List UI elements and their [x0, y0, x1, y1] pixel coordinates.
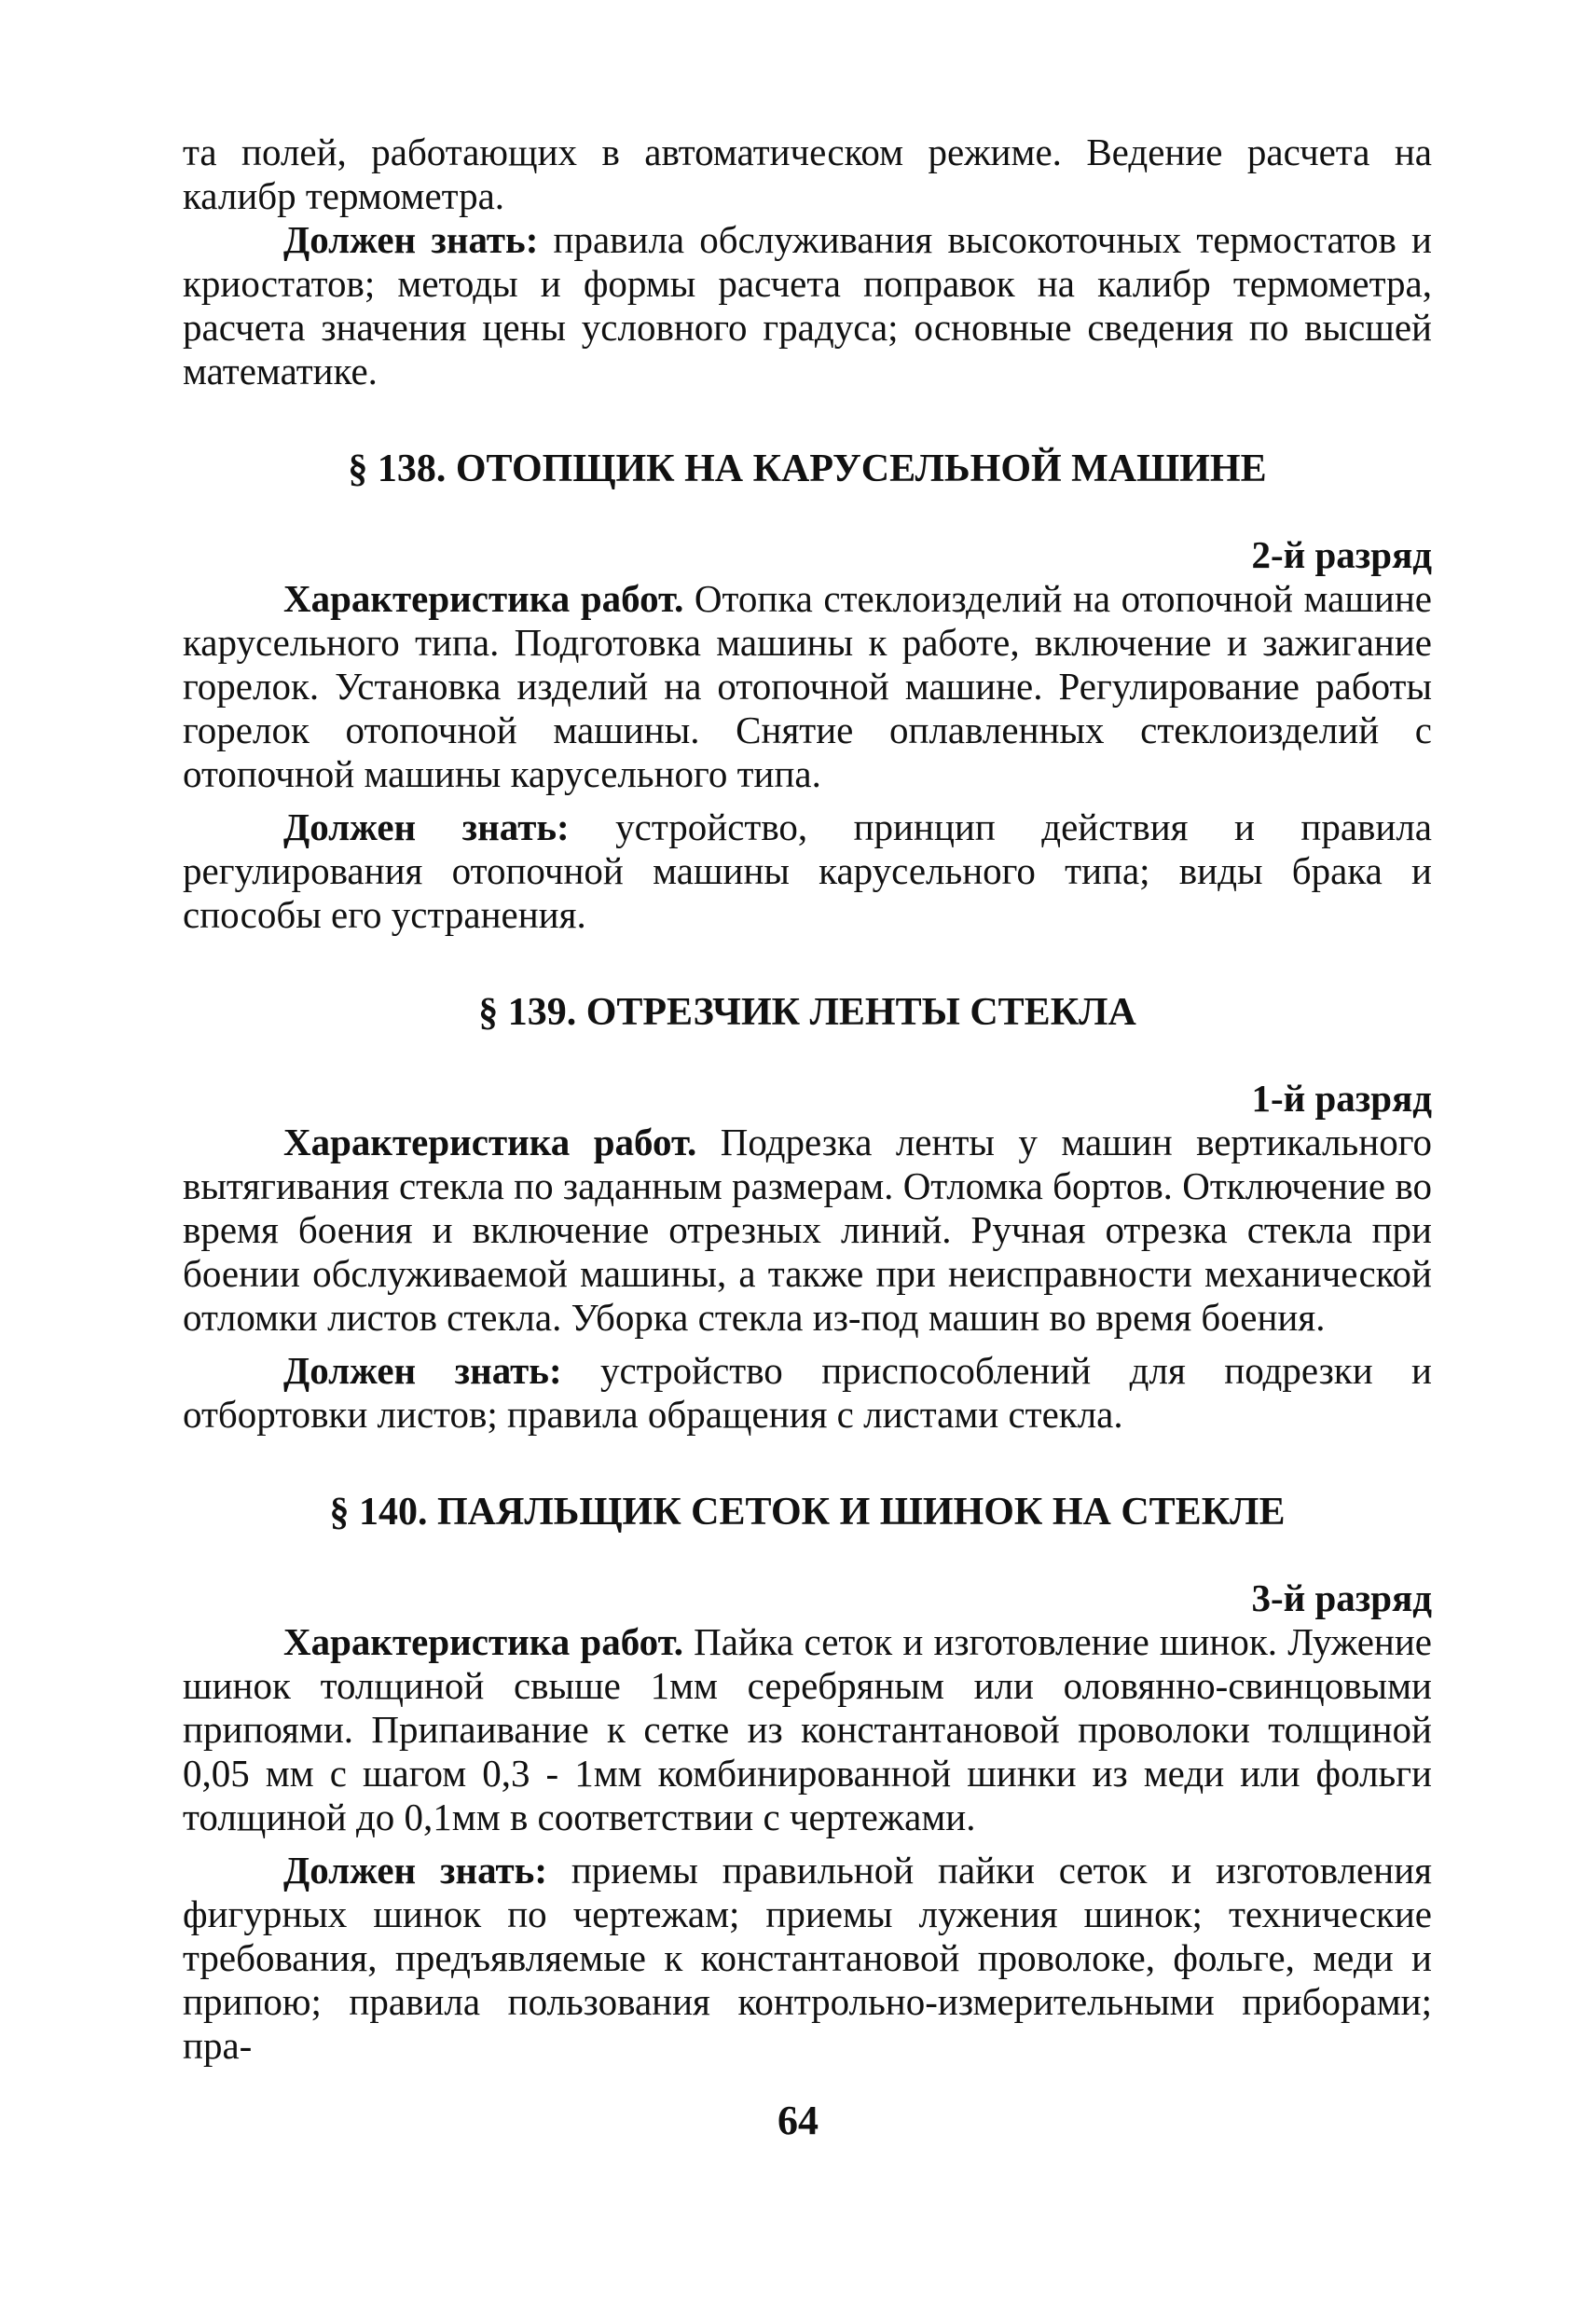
- section-138-title: § 138. ОТОПЩИК НА КАРУСЕЛЬНОЙ МАШИНЕ: [348, 447, 1267, 490]
- section-138-must-know: [183, 805, 1432, 937]
- must-know-label: Должен знать:: [283, 1849, 548, 1892]
- section-140-grade: 3-й разряд: [1251, 1576, 1432, 1619]
- characteristics-label: Характеристика работ.: [283, 577, 684, 620]
- must-know-label: Должен знать:: [283, 805, 570, 848]
- must-know-label: Должен знать:: [283, 218, 539, 261]
- characteristics-text: Пайка сеток и изготовление шинок. Лужение шинок толщиной свыше 1мм серебряным или оловянно-свинцовыми припоями. Припаивание к сетке из константановой проволоки толщиной 0,05 мм с шагом 0,3 - 1мм комбинированной шинки из меди или фольги толщиной до 0,1мм в соответствии с чертежами.: [183, 1620, 1433, 1838]
- section-139-characteristics: [183, 1121, 1432, 1340]
- must-know-text: правила обслуживания высокоточных термостатов и криостатов; методы и формы расчета поправок на калибр термометра, расчета значения цены условного градуса; основные сведения по высшей математике.: [183, 218, 1432, 392]
- page-number: 64: [777, 2098, 819, 2143]
- section-138-characteristics: [183, 577, 1432, 796]
- characteristics-text: Отопка стеклоизделий на отопочной машине карусельного типа. Подготовка машины к работе, включение и зажигание горелок. Установка изделий на отопочной машине. Регулирование работы горелок отопочной машины. Снятие оплавленных стеклоизделий с отопочной машины карусельного типа.: [183, 577, 1432, 795]
- must-know-text: приемы правильной пайки сеток и изготовления фигурных шинок по чертежам; приемы лужения шинок; технические требования, предъявляемые к константановой проволоке, фольге, меди и припою; правила пользования контрольно-измерительными приборами; пра-: [183, 1849, 1432, 2067]
- must-know-text: устройство, принцип действия и правила регулирования отопочной машины карусельного типа; виды брака и способы его устранения.: [183, 805, 1432, 936]
- characteristics-label: Характеристика работ.: [283, 1620, 683, 1663]
- section-140-characteristics: [183, 1620, 1432, 1839]
- section-140-must-know: [183, 1849, 1432, 2068]
- must-know-text: устройство приспособлений для подрезки и отбортовки листов; правила обращения с листами стекла.: [183, 1349, 1432, 1436]
- characteristics-label: Характеристика работ.: [283, 1121, 697, 1163]
- intro-must-know: [183, 218, 1432, 393]
- characteristics-text: Подрезка ленты у машин вертикального вытягивания стекла по заданным размерам. Отломка бортов. Отключение во время боения и включение отрезных линий. Ручная отрезка стекла при боении обслуживаемой машины, а также при неисправности механической отломки листов стекла. Уборка стекла из-под машин во время боения.: [183, 1121, 1432, 1339]
- section-140-title: § 140. ПАЯЛЬЩИК СЕТОК И ШИНОК НА СТЕКЛЕ: [329, 1491, 1286, 1534]
- section-139-must-know: [183, 1349, 1432, 1437]
- page-body: [183, 131, 1432, 2068]
- section-138-grade: 2-й разряд: [1251, 533, 1432, 576]
- must-know-label: Должен знать:: [283, 1349, 562, 1392]
- section-139-grade: 1-й разряд: [1251, 1077, 1432, 1120]
- intro-continuation: та полей, работающих в автоматическом режиме. Ведение расчета на калибр термометра.: [183, 131, 1432, 217]
- section-139-title: § 139. ОТРЕЗЧИК ЛЕНТЫ СТЕКЛА: [478, 991, 1136, 1034]
